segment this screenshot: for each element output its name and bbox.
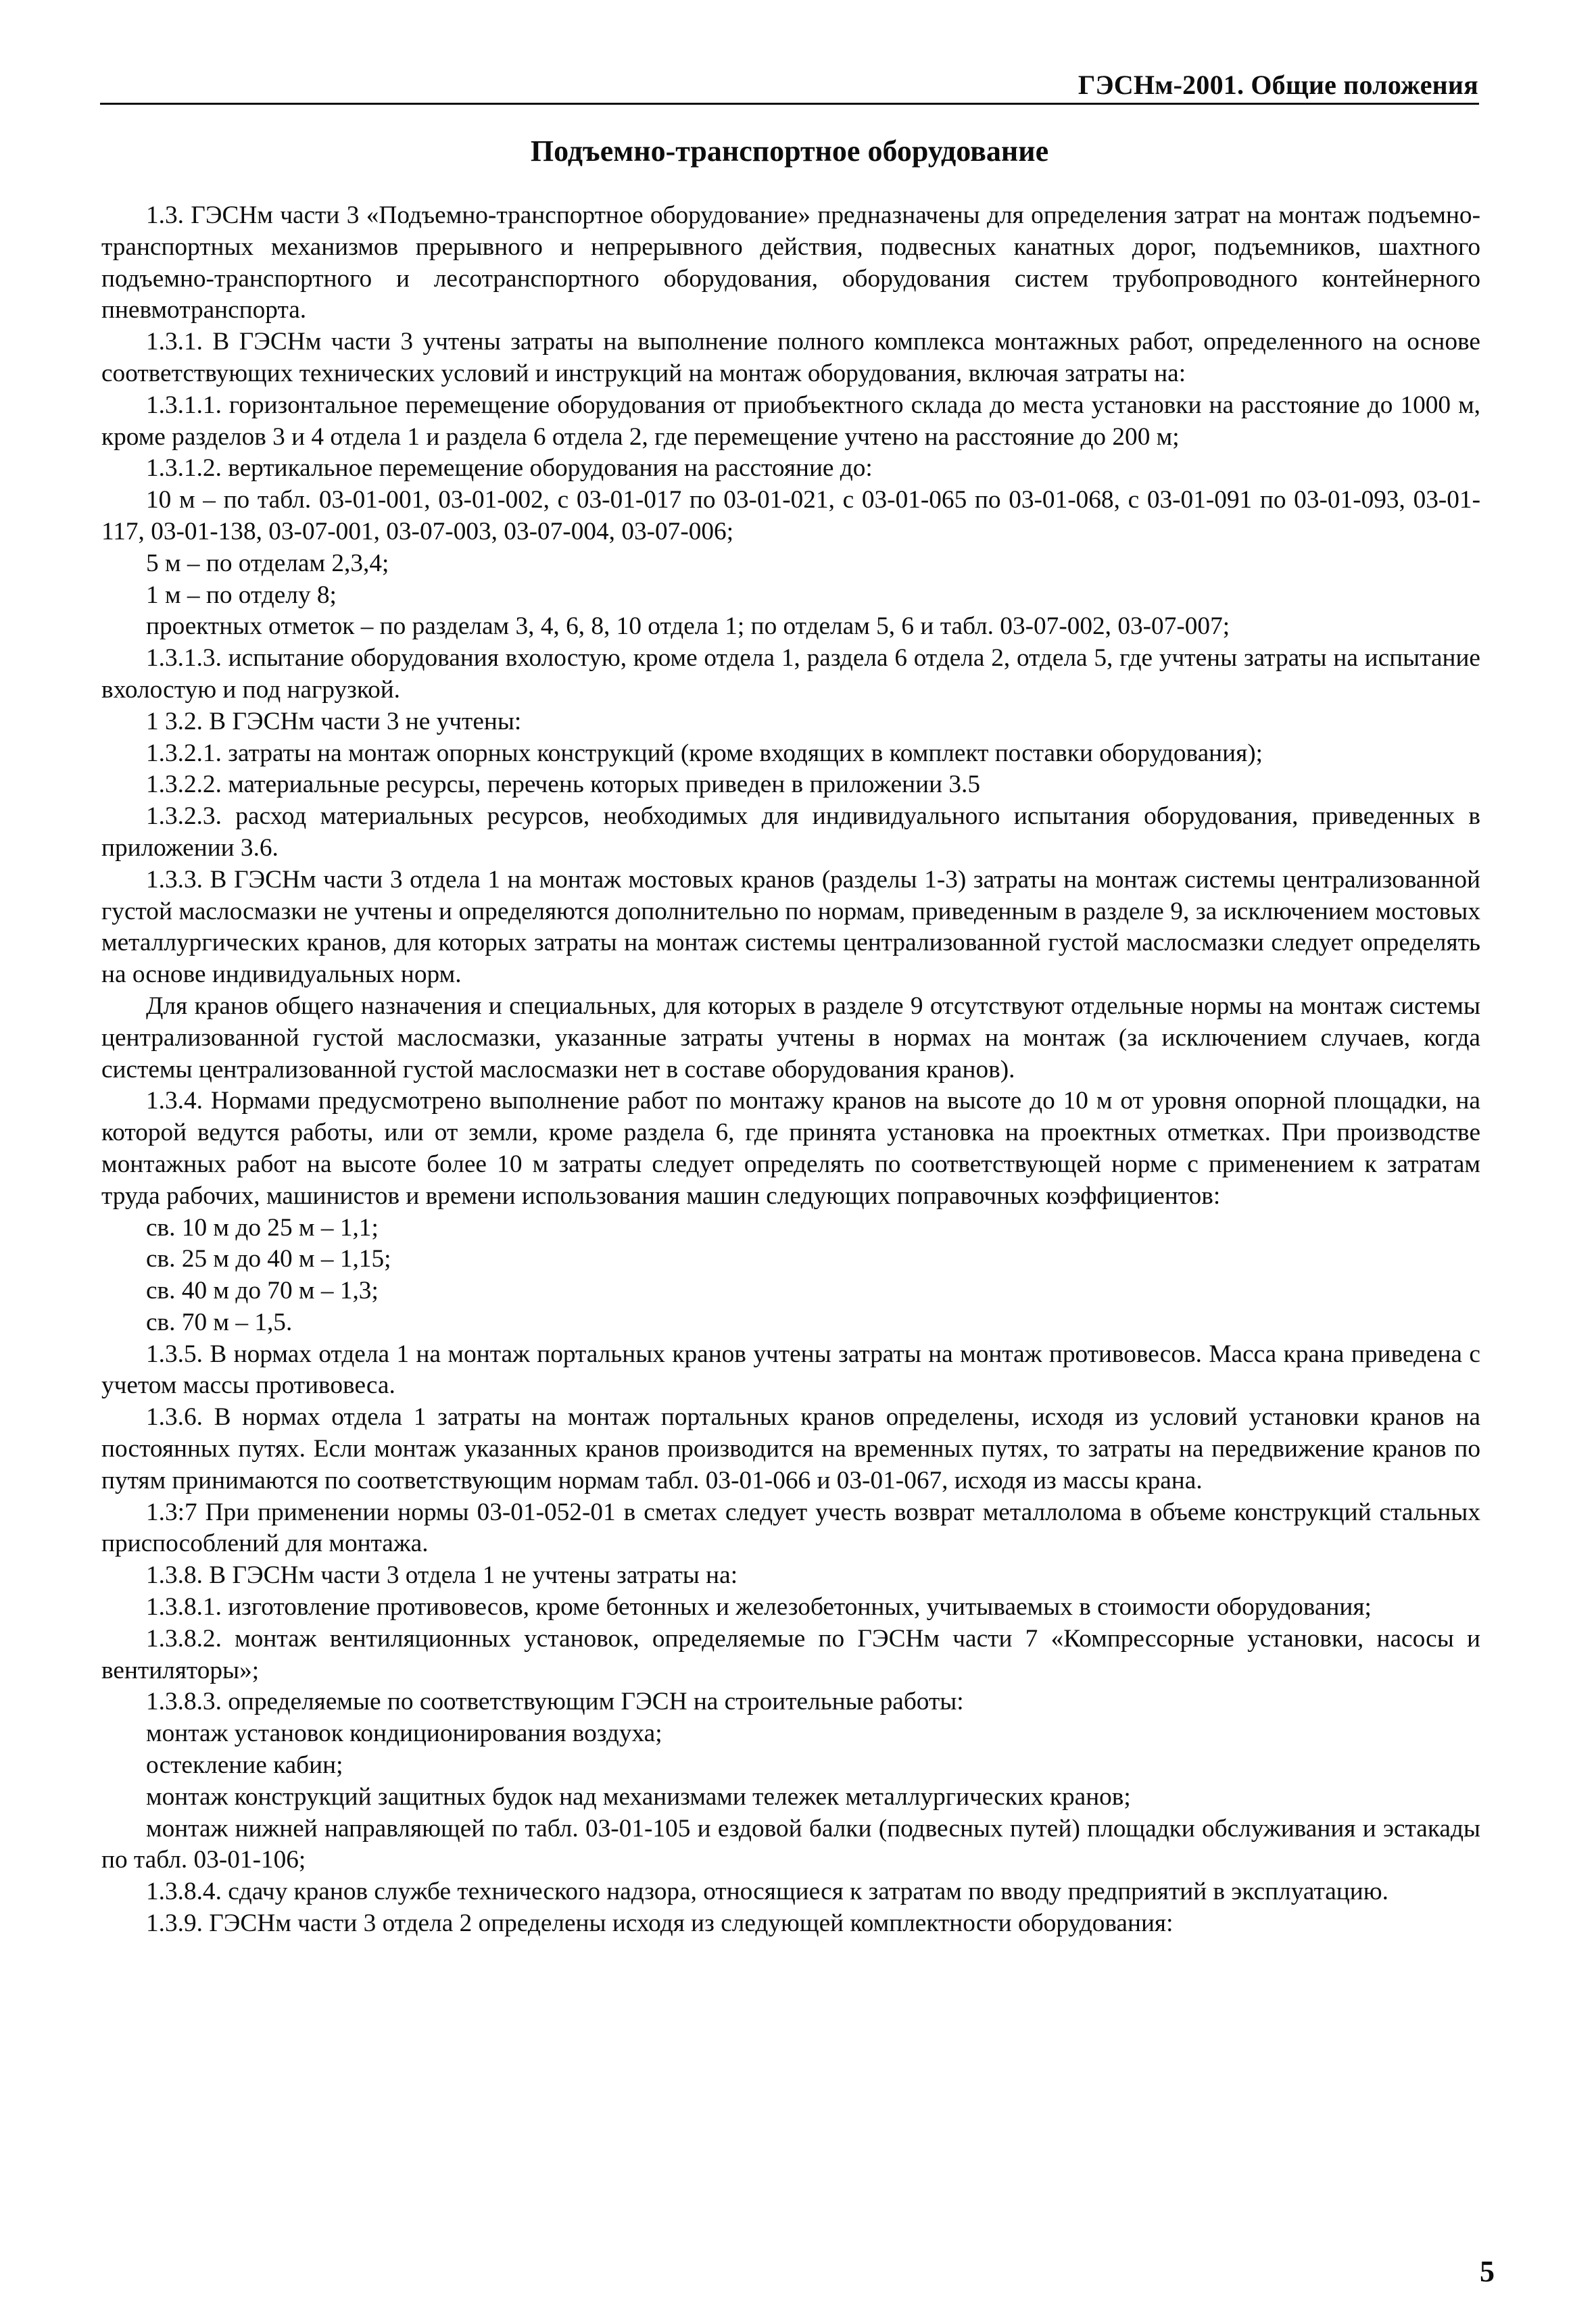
paragraph: 1.3.6. В нормах отдела 1 затраты на монтаж портальных кранов определены, исходя из условий установки кранов на постоянных путях. Если монтаж указанных кранов производится на временных путях, то затраты на передвижение кранов по путям принимаются по соответствующим нормам табл. 03-01-066 и 03-01-067, исходя из массы крана. [101, 1403, 1480, 1494]
paragraph: 1.3.1.2. вертикальное перемещение оборудования на расстояние до: [146, 454, 873, 483]
paragraph: остекление кабин; [146, 1751, 343, 1780]
paragraph: 5 м – по отделам 2,3,4; [146, 549, 389, 577]
paragraph: 1.3.8. В ГЭСНм части 3 отдела 1 не учтены затраты на: [146, 1561, 738, 1590]
paragraph: Для кранов общего назначения и специальных, для которых в разделе 9 отсутствуют отдельные нормы на монтаж системы централизованной густой маслосмазки, указанные затраты учтены в нормах на монтаж (за исключением случаев, когда системы централизованной густой маслосмазки нет в составе оборудования кранов). [101, 992, 1480, 1083]
paragraph: монтаж установок кондиционирования воздуха; [146, 1720, 662, 1748]
paragraph: св. 70 м – 1,5. [146, 1308, 293, 1336]
paragraph: 1 3.2. В ГЭСНм части 3 не учтены: [146, 707, 522, 735]
paragraph: 1.3.3. В ГЭСНм части 3 отдела 1 на монтаж мостовых кранов (разделы 1-3) затраты на монтаж системы централизованной густой маслосмазки не учтены и определяются дополнительно по нормам, приведенным в разделе 9, за исключением мостовых металлургических кранов, для которых затраты на монтаж системы централизованной густой маслосмазки следует определять на основе индивидуальных норм. [101, 865, 1480, 989]
paragraph: 1.3:7 При применении нормы 03-01-052-01 в сметах следует учесть возврат металлолома в объеме конструкций стальных приспособлений для монтажа. [101, 1498, 1480, 1558]
paragraph: 1.3.1. В ГЭСНм части 3 учтены затраты на выполнение полного комплекса монтажных работ, определенного на основе соответствующих технических условий и инструкций на монтаж оборудования, включая затраты на: [101, 328, 1480, 387]
paragraph: монтаж нижней направляющей по табл. 03-01-105 и ездовой балки (подвесных путей) площадки обслуживания и эстакады по табл. 03-01-106; [101, 1814, 1480, 1874]
paragraph: 1.3.8.3. определяемые по соответствующим ГЭСН на строительные работы: [146, 1688, 964, 1716]
paragraph: 10 м – по табл. 03-01-001, 03-01-002, с 03-01-017 по 03-01-021, с 03-01-065 по 03-01-068, с 03-01-091 по 03-01-093, 03-01-117, 03-01-138, 03-07-001, 03-07-003, 03-07-004, 03-07-006; [101, 486, 1480, 545]
paragraph: 1.3.8.4. сдачу кранов службе технического надзора, относящиеся к затратам по вводу предприятий в эксплуатацию. [146, 1878, 1388, 1906]
paragraph: св. 40 м до 70 м – 1,3; [146, 1277, 379, 1305]
paragraph: 1.3. ГЭСНм части 3 «Подъемно-транспортное оборудование» предназначены для определения затрат на монтаж подъемно-транспортных механизмов прерывного и непрерывного действия, подвесных канатных дорог, подъемников, шахтного подъемно-транспортного и лесотранспортного оборудования, оборудования систем трубопроводного контейнерного пневмотранспорта. [101, 201, 1480, 324]
paragraph: 1.3.1.3. испытание оборудования вхолостую, кроме отдела 1, раздела 6 отдела 2, отдела 5, где учтены затраты на испытание вхолостую и под нагрузкой. [101, 644, 1480, 704]
page-number: 5 [1480, 2255, 1495, 2288]
paragraph: св. 10 м до 25 м – 1,1; [146, 1213, 379, 1242]
document-body [101, 200, 1480, 1940]
header-rule [100, 103, 1479, 105]
paragraph: 1 м – по отделу 8; [146, 581, 337, 609]
paragraph: 1.3.1.1. горизонтальное перемещение оборудования от приобъектного склада до места установки на расстояние до 1000 м, кроме разделов 3 и 4 отдела 1 и раздела 6 отдела 2, где перемещение учтено на расстояние до 200 м; [101, 391, 1480, 451]
paragraph: 1.3.8.2. монтаж вентиляционных установок, определяемые по ГЭСНм части 7 «Компрессорные установки, насосы и вентиляторы»; [101, 1624, 1480, 1684]
paragraph: 1.3.4. Нормами предусмотрено выполнение работ по монтажу кранов на высоте до 10 м от уровня опорной площадки, на которой ведутся работы, или от земли, кроме раздела 6, где принята установка на проектных отметках. При производстве монтажных работ на высоте более 10 м затраты следует определять по соответствующей норме с применением к затратам труда рабочих, машинистов и времени использования машин следующих поправочных коэффициентов: [101, 1087, 1480, 1210]
page-title: Подъемно-транспортное оборудование [530, 135, 1049, 168]
paragraph: 1.3.2.2. материальные ресурсы, перечень которых приведен в приложении 3.5 [146, 771, 981, 799]
paragraph: 1.3.2.1. затраты на монтаж опорных конструкций (кроме входящих в комплект поставки оборудования); [146, 739, 1263, 767]
paragraph: 1.3.8.1. изготовление противовесов, кроме бетонных и железобетонных, учитываемых в стоимости оборудования; [146, 1593, 1372, 1622]
paragraph: св. 25 м до 40 м – 1,15; [146, 1245, 391, 1273]
paragraph: монтаж конструкций защитных будок над механизмами тележек металлургических кранов; [146, 1782, 1131, 1811]
paragraph: 1.3.5. В нормах отдела 1 на монтаж портальных кранов учтены затраты на монтаж противовесов. Масса крана приведена с учетом массы противовеса. [101, 1340, 1480, 1400]
running-head: ГЭСНм-2001. Общие положения [1078, 70, 1478, 100]
paragraph: 1.3.9. ГЭСНм части 3 отдела 2 определены исходя из следующей комплектности оборудования: [146, 1909, 1174, 1938]
paragraph: проектных отметок – по разделам 3, 4, 6, 8, 10 отдела 1; по отделам 5, 6 и табл. 03-07-002, 03-07-007; [146, 612, 1230, 641]
paragraph: 1.3.2.3. расход материальных ресурсов, необходимых для индивидуального испытания оборудования, приведенных в приложении 3.6. [101, 802, 1480, 862]
